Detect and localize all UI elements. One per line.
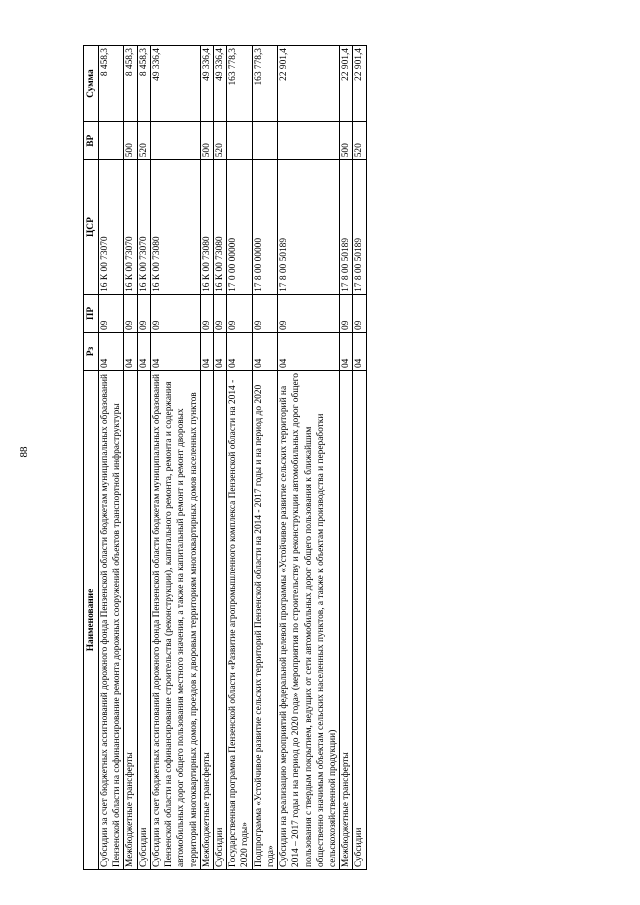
table-row: [137, 46, 150, 870]
cell-sum: 49 336,4: [200, 46, 213, 122]
cell-pr: 09: [213, 294, 226, 332]
cell-csr: 16 К 00 73080: [150, 160, 200, 295]
header-sum: Сумма: [84, 46, 99, 122]
cell-vr: 500: [124, 122, 137, 160]
table-body: [99, 46, 367, 870]
cell-csr: 17 8 00 50189: [353, 160, 366, 295]
cell-vr: 500: [200, 122, 213, 160]
table-row: [340, 46, 353, 870]
cell-vr: 520: [137, 122, 150, 160]
table-row: [278, 46, 340, 870]
page-number: 88: [18, 446, 30, 458]
cell-vr: [252, 122, 277, 160]
cell-pr: 09: [137, 294, 150, 332]
cell-rz: 04: [278, 332, 340, 370]
cell-name: Субсидии за счет бюджетных ассигнований дорожного фонда Пензенской области бюджетам муниципальных образований Пензенской области на софинансирование строительства (реконструкции), капитального ремонта, ремонта и содержания автомобильных дорог общего пользования местного значения, а также на капитальный ремонт и ремонт дворовых территорий многоквартирных домов, проездов к дворовым территориям многоквартирных домов населенных пунктов: [150, 371, 200, 870]
cell-vr: 500: [340, 122, 353, 160]
cell-vr: [99, 122, 124, 160]
cell-vr: [227, 122, 252, 160]
table-row: [150, 46, 200, 870]
cell-sum: 8 458,3: [137, 46, 150, 122]
cell-sum: 49 336,4: [150, 46, 200, 122]
budget-table: [83, 45, 367, 870]
cell-name: Субсидии на реализацию мероприятий федеральной целевой программы «Устойчивое развитие сельских территорий на 2014 – 2017 годы и на период до 2020 года» (мероприятия по строительству и реконструкции автомобильных дорог общего пользования с твердым покрытием, ведущих от сети автомобильных дорог общего пользования к ближайшим общественно значимым объектам сельских населенных пунктов, а также к объектам производства и переработки сельскохозяйственной продукции): [278, 371, 340, 870]
header-csr: ЦСР: [84, 160, 99, 295]
cell-csr: 17 8 00 50189: [340, 160, 353, 295]
cell-name: Субсидии: [137, 371, 150, 870]
cell-csr: 16 К 00 73080: [213, 160, 226, 295]
cell-rz: 04: [150, 332, 200, 370]
cell-pr: 09: [124, 294, 137, 332]
cell-csr: 16 К 00 73070: [124, 160, 137, 295]
cell-rz: 04: [137, 332, 150, 370]
cell-pr: 09: [150, 294, 200, 332]
table-row: [213, 46, 226, 870]
cell-sum: 22 901,4: [353, 46, 366, 122]
cell-rz: 04: [227, 332, 252, 370]
table-row: [200, 46, 213, 870]
header-vr: ВР: [84, 122, 99, 160]
cell-vr: 520: [213, 122, 226, 160]
cell-pr: 09: [340, 294, 353, 332]
cell-rz: 04: [200, 332, 213, 370]
cell-csr: 17 8 00 00000: [252, 160, 277, 295]
cell-pr: 09: [227, 294, 252, 332]
cell-sum: 8 458,3: [99, 46, 124, 122]
cell-name: Государственная программа Пензенской области «Развитие агропромышленного комплекса Пензенской области на 2014 - 2020 годы»: [227, 371, 252, 870]
cell-name: Межбюджетные трансферты: [200, 371, 213, 870]
cell-sum: 163 778,3: [252, 46, 277, 122]
cell-rz: 04: [213, 332, 226, 370]
cell-rz: 04: [99, 332, 124, 370]
cell-csr: 16 К 00 73070: [137, 160, 150, 295]
cell-name: Субсидии за счет бюджетных ассигнований дорожного фонда Пензенской области бюджетам муниципальных образований Пензенской области на софинансирование ремонта дорожных сооружений объектов транспортной инфраструктуры: [99, 371, 124, 870]
table-row: [353, 46, 366, 870]
table-row: [124, 46, 137, 870]
cell-pr: 09: [353, 294, 366, 332]
header-pr: ПР: [84, 294, 99, 332]
cell-sum: 8 458,3: [124, 46, 137, 122]
cell-sum: 163 778,3: [227, 46, 252, 122]
cell-csr: 17 0 00 00000: [227, 160, 252, 295]
header-name: Наименование: [84, 371, 99, 870]
cell-name: Межбюджетные трансферты: [340, 371, 353, 870]
cell-rz: 04: [353, 332, 366, 370]
table-row: [252, 46, 277, 870]
cell-name: Подпрограмма «Устойчивое развитие сельских территорий Пензенской области на 2014 - 2017 годы и на период до 2020 года»: [252, 371, 277, 870]
table-row: [99, 46, 124, 870]
rotated-table-container: [83, 45, 508, 870]
cell-name: Субсидии: [213, 371, 226, 870]
cell-pr: 09: [252, 294, 277, 332]
cell-vr: [150, 122, 200, 160]
cell-pr: 09: [99, 294, 124, 332]
table-row: [227, 46, 252, 870]
cell-rz: 04: [252, 332, 277, 370]
cell-name: Межбюджетные трансферты: [124, 371, 137, 870]
cell-csr: 16 К 00 73070: [99, 160, 124, 295]
cell-rz: 04: [124, 332, 137, 370]
cell-vr: [278, 122, 340, 160]
cell-csr: 17 8 00 50189: [278, 160, 340, 295]
cell-vr: 520: [353, 122, 366, 160]
cell-sum: 49 336,4: [213, 46, 226, 122]
cell-sum: 22 901,4: [340, 46, 353, 122]
cell-pr: 09: [278, 294, 340, 332]
cell-sum: 22 901,4: [278, 46, 340, 122]
cell-rz: 04: [340, 332, 353, 370]
table-header-row: [84, 46, 99, 870]
cell-pr: 09: [200, 294, 213, 332]
cell-name: Субсидии: [353, 371, 366, 870]
header-rz: Рз: [84, 332, 99, 370]
cell-csr: 16 К 00 73080: [200, 160, 213, 295]
